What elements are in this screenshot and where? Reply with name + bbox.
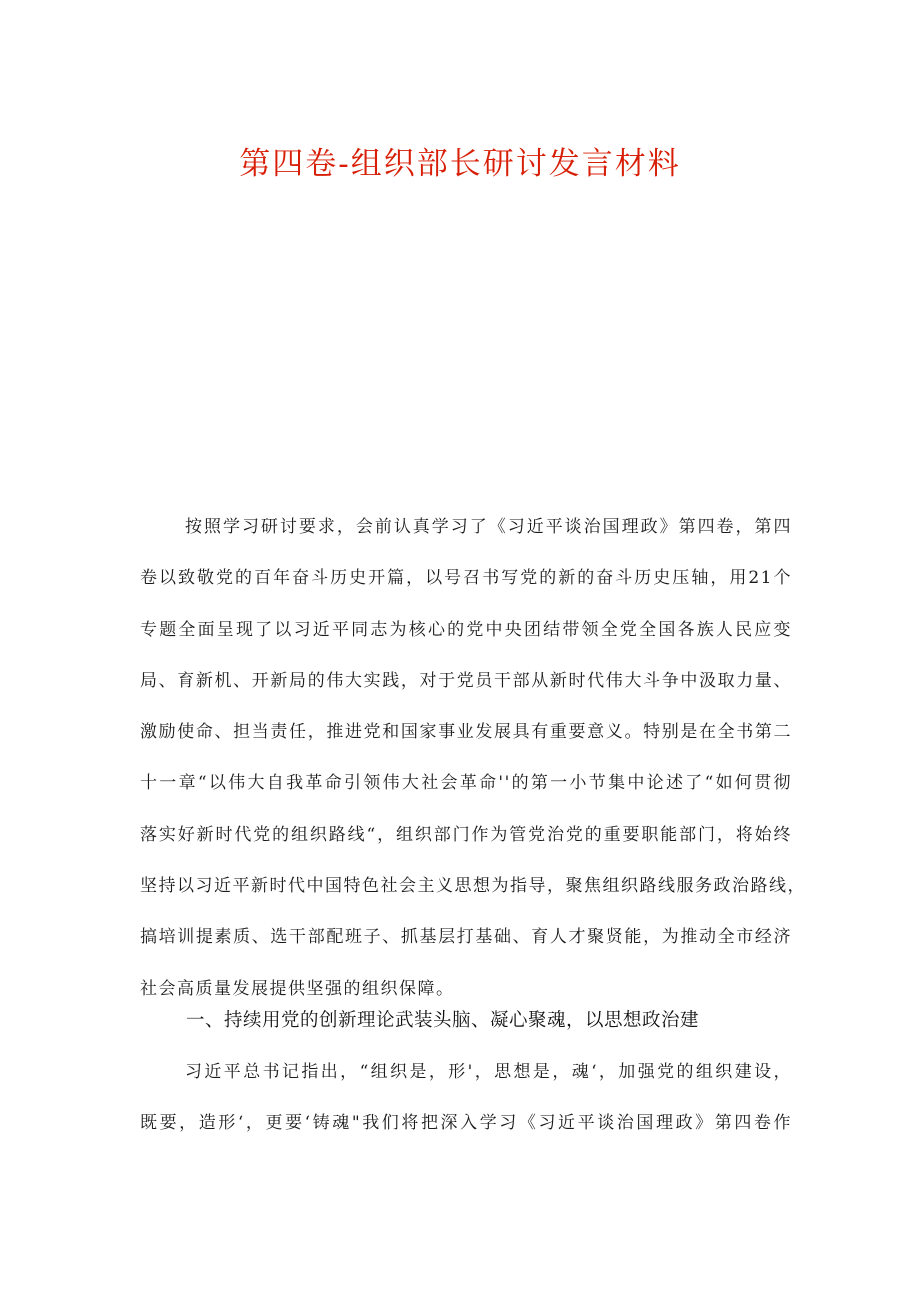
document-title: 第四卷-组织部长研讨发言材料 — [239, 146, 681, 182]
intro-paragraph — [140, 502, 806, 1015]
paragraph-line: 社会高质量发展提供坚强的组织保障。 — [140, 978, 455, 999]
paragraph-line: 既要，造形‘，更要‘铸魂"我们将把深入学习《习近平谈治国理政》第四卷作 — [140, 1113, 792, 1134]
paragraph-line: 卷以致敬党的百年奋斗历史开篇，以号召书写党的新的奋斗历史压轴，用21个 — [140, 568, 792, 589]
paragraph-line: 局、育新机、开新局的伟大实践，对于党员干部从新时代伟大斗争中汲取力量、 — [140, 670, 792, 691]
paragraph-line: 按照学习研讨要求，会前认真学习了《习近平谈治国理政》第四卷，第四 — [185, 517, 792, 537]
paragraph-line: 坚持以习近平新时代中国特色社会主义思想为指导，聚焦组织路线服务政治路线， — [140, 876, 806, 897]
paragraph-line: 激励使命、担当责任，推进党和国家事业发展具有重要意义。特别是在全书第二 — [140, 722, 792, 743]
paragraph-line: 十一章“以伟大自我革命引领伟大社会革命''的第一小节集中论述了“如何贯彻 — [140, 773, 792, 794]
section-paragraph — [140, 1047, 792, 1150]
paragraph-line: 落实好新时代党的组织路线“，组织部门作为管党治党的重要职能部门，将始终 — [140, 824, 792, 845]
paragraph-line: 搞培训提素质、选干部配班子、抓基层打基础、育人才聚贤能，为推动全市经济 — [140, 927, 792, 948]
paragraph-line: 习近平总书记指出，“组织是，形'，思想是，魂‘，加强党的组织建设， — [185, 1062, 792, 1082]
section-heading: 一、持续用党的创新理论武装头脑、凝心聚魂，以思想政治建 — [186, 1010, 700, 1031]
paragraph-line: 专题全面呈现了以习近平同志为核心的党中央团结带领全党全国各族人民应变 — [140, 619, 792, 640]
